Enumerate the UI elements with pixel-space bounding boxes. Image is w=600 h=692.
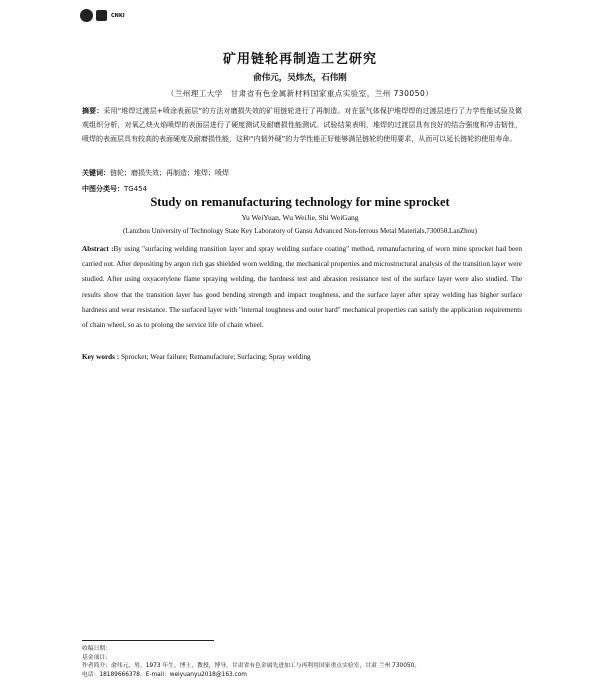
logo-square-icon — [96, 10, 107, 21]
english-keywords — [82, 351, 522, 363]
footnote-contact: 电话：18189666378，E-mail：weiyuanyu2018@163.com — [82, 671, 247, 678]
chinese-affiliation: （兰州理工大学 甘肃省有色金属新材料国家重点实验室，兰州 730050） — [166, 89, 434, 98]
classification-label: 中图分类号： — [82, 185, 124, 193]
footnotes — [82, 645, 542, 679]
chinese-abstract-text: 采用“堆焊过渡层+喷涂表面层”的方法对磨损失效的矿用链轮进行了再制造。对在氩气体保护堆焊焊的过渡层进行了力学性能试验及微观组织分析，对氧乙炔火焰喷焊的表面层进行了硬度测试及耐磨损性能测试。试验结果表明，堆焊的过渡层具有良好的结合强度和冲击韧性，喷焊的表面层具有较高的表面硬度及耐磨损性能，这种“内韧外硬”的力学性能正好能够满足链轮的使用要求，从而可以延长链轮的使用寿命。 — [82, 107, 523, 143]
classification-number — [82, 182, 522, 196]
logo-circle-icon — [80, 9, 93, 22]
footnote-author-bio: 作者简介：俞伟元，男，1973 年生，博士，教授，博导，甘肃省有色金属先进加工与再利用国家重点实验室，甘肃 兰州 730050。 — [82, 663, 421, 669]
chinese-title: 矿用链轮再制造工艺研究 — [222, 52, 377, 67]
footnote-divider — [82, 640, 214, 641]
chinese-keywords-text: 链轮；磨损失效；再制造；堆焊；喷焊 — [110, 169, 229, 177]
publisher-logo — [80, 9, 125, 22]
english-title: Study on remanufacturing technology for mine sprocket — [150, 195, 450, 209]
english-abstract-label: Abstract : — [82, 245, 114, 253]
english-authors: Yu WeiYuan, Wu WeiJie, Shi WeiGang — [241, 213, 359, 222]
english-abstract — [82, 242, 522, 333]
logo-text: CNKI — [111, 12, 125, 19]
chinese-keywords-label: 关键词： — [82, 169, 110, 177]
english-affiliation: (Lanzhou University of Technology State Key Laboratory of Gansu Advanced Non-ferrous Metal Materials,730050,LanZhou) — [123, 227, 477, 235]
chinese-abstract — [82, 104, 522, 146]
chinese-keywords — [82, 166, 522, 180]
english-abstract-text: By using "surfacing welding transition layer and spray welding surface coating" method, remanufacturing of worn mine sprocket had been carried out. After depositing by argon rich gas shielded worn welding, the mechanical properties and microstructural analysis of the transition layer were studied. After using oxyacetylene flame spraying welding, the hardness test and abrasion resistance test of the surface layer were also studied. The results show that the transition layer has good bending strength and impact toughness, and the surface layer after spray welding has higher surface hardness and wear resistance. The surfaced layer with "internal toughness and outer hard" mechanical properties can satisfy the application requirements of chain wheel, so as to prolong the service life of chain wheel. — [82, 245, 523, 330]
chinese-authors: 俞伟元，吴炜杰，石伟刚 — [253, 73, 347, 83]
english-keywords-text: Sprocket; Wear failure; Remanufacture; Surfacing; Spray welding — [120, 353, 311, 361]
chinese-abstract-label: 摘要： — [82, 107, 104, 115]
footnote-received: 收稿日期： — [82, 646, 111, 652]
english-keywords-label: Key words : — [82, 353, 120, 361]
footnote-fund: 基金项目： — [82, 654, 111, 661]
classification-text: TG454 — [124, 185, 148, 193]
